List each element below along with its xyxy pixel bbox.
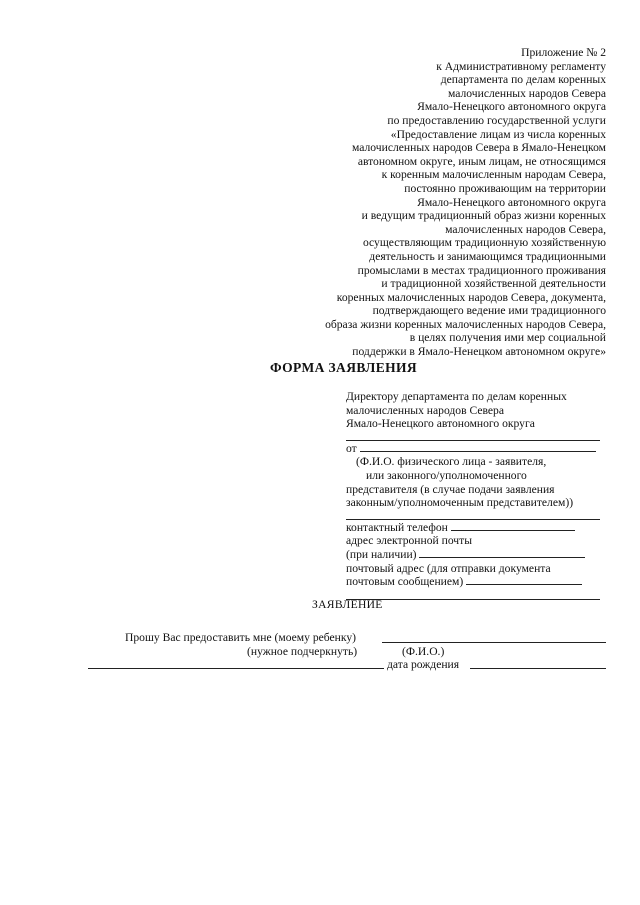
addressee-line: Директору департамента по делам коренных [346, 390, 567, 403]
appendix-line: к коренным малочисленным народам Севера, [381, 168, 606, 182]
appendix-line: поддержки в Ямало-Ненецком автономном округе» [352, 345, 606, 359]
postal-field[interactable] [466, 575, 582, 585]
appendix-line: малочисленных народов Севера [448, 86, 606, 100]
phone-label: контактный телефон [346, 520, 448, 534]
appendix-line: постоянно проживающим на территории [404, 181, 606, 195]
birth-date-field[interactable] [470, 668, 606, 669]
appendix-line: Ямало-Ненецкого автономного округа [417, 195, 606, 209]
appendix-line: к Административному регламенту [436, 59, 606, 73]
appendix-line: Приложение № 2 [521, 46, 606, 59]
phone-field[interactable] [451, 521, 575, 531]
name-continuation-field[interactable] [88, 668, 384, 669]
appendix-line: коренных малочисленных народов Севера, документа, [336, 290, 606, 304]
fio-note-line: или законного/уполномоченного [366, 468, 527, 482]
birth-date-label: дата рождения [387, 658, 460, 671]
appendix-line: «Предоставление лицам из числа коренных [390, 127, 606, 141]
child-name-field[interactable] [382, 642, 606, 643]
appendix-line: деятельность и занимающимся традиционными [369, 249, 606, 263]
email-label: адрес электронной почты [346, 534, 472, 548]
blank-line[interactable] [346, 599, 600, 600]
email-label-note: (при наличии) [346, 547, 417, 561]
appendix-line: департамента по делам коренных [440, 73, 606, 87]
fio-note-line: представителя (в случае подачи заявления [346, 482, 555, 496]
blank-line[interactable] [346, 440, 600, 441]
appendix-line: автономном округе, иным лицам, не относящимся [357, 154, 606, 168]
appendix-line: Ямало-Ненецкого автономного округа [417, 100, 606, 114]
appendix-line: и традиционной хозяйственной деятельности [381, 277, 606, 291]
appendix-line: осуществляющим традиционную хозяйственную [362, 236, 606, 250]
appendix-line: в целях получения ими мер социальной [409, 331, 606, 345]
appendix-line: по предоставлению государственной услуги [387, 113, 606, 127]
request-text: Прошу Вас предоставить мне (моему ребенку) [125, 631, 356, 644]
appendix-line: промыслами в местах традиционного проживания [357, 263, 606, 277]
appendix-line: малочисленных народов Севера в Ямало-Ненецком [352, 141, 606, 155]
appendix-header [246, 46, 606, 359]
email-field[interactable] [419, 548, 585, 558]
from-label: от [346, 441, 357, 455]
statement-title: ЗАЯВЛЕНИЕ [312, 598, 383, 611]
addressee-block [346, 390, 608, 600]
blank-line[interactable] [346, 519, 600, 520]
appendix-line: образа жизни коренных малочисленных народов Севера, [325, 317, 606, 331]
postal-label-note: почтовым сообщением) [346, 575, 464, 589]
appendix-line: и ведущим традиционный образ жизни коренных [361, 209, 606, 223]
underline-hint: (нужное подчеркнуть) [247, 645, 358, 658]
fio-hint: (Ф.И.О.) [402, 645, 445, 658]
appendix-line: подтверждающего ведение ими традиционного [372, 304, 606, 318]
form-title: ФОРМА ЗАЯВЛЕНИЯ [270, 360, 418, 375]
fio-note-line: (Ф.И.О. физического лица - заявителя, [356, 455, 547, 469]
from-field[interactable] [360, 442, 596, 452]
fio-note-line: законным/уполномоченным представителем)) [346, 496, 574, 510]
appendix-line: малочисленных народов Севера, [445, 222, 606, 236]
addressee-line: малочисленных народов Севера [346, 403, 504, 417]
addressee-line: Ямало-Ненецкого автономного округа [346, 417, 535, 431]
postal-label: почтовый адрес (для отправки документа [346, 561, 551, 575]
